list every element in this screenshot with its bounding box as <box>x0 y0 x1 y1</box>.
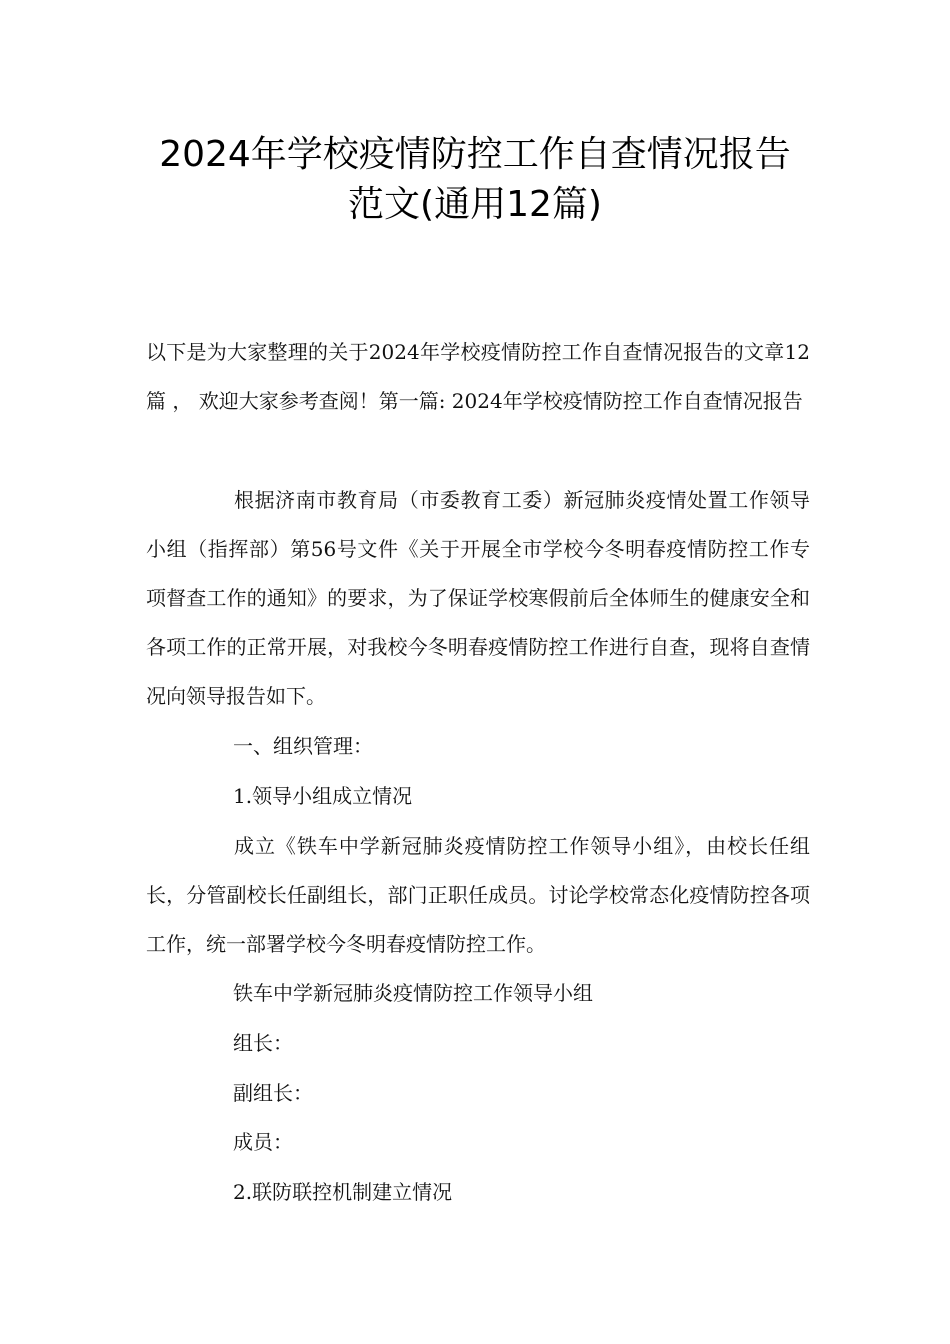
subheading-joint-control: 2.联防联控机制建立情况 <box>233 1180 453 1204</box>
intro-paragraph: 以下是为大家整理的关于2024年学校疫情防控工作自查情况报告的文章12篇 ， 欢迎大家参考查阅！第一篇: 2024年学校疫情防控工作自查情况报告 <box>146 340 810 413</box>
document-title-line2: 范文(通用12篇) <box>348 184 602 225</box>
members-label: 成员： <box>233 1130 293 1154</box>
paragraph-leadership-group: 成立《铁车中学新冠肺炎疫情防控工作领导小组》，由校长任组长，分管副校长任副组长，部门正职任成员。讨论学校常态化疫情防控各项工作，统一部署学校今冬明春疫情防控工作。 <box>146 834 810 956</box>
document-title-line1: 2024年学校疫情防控工作自查情况报告 <box>159 134 791 175</box>
leader-label: 组长： <box>233 1031 293 1055</box>
subheading-leadership-group: 1.领导小组成立情况 <box>233 784 413 808</box>
section-heading-organization: 一、组织管理： <box>233 734 373 758</box>
paragraph-background: 根据济南市教育局（市委教育工委）新冠肺炎疫情处置工作领导小组（指挥部）第56号文件《关于开展全市学校今冬明春疫情防控工作专项督查工作的通知》的要求，为了保证学校寒假前后全体师生的健康安全和各项工作的正常开展，对我校今冬明春疫情防控工作进行自查，现将自查情况向领导报告如下。 <box>146 488 810 708</box>
group-name-line: 铁车中学新冠肺炎疫情防控工作领导小组 <box>233 981 593 1005</box>
deputy-leader-label: 副组长： <box>233 1081 313 1105</box>
